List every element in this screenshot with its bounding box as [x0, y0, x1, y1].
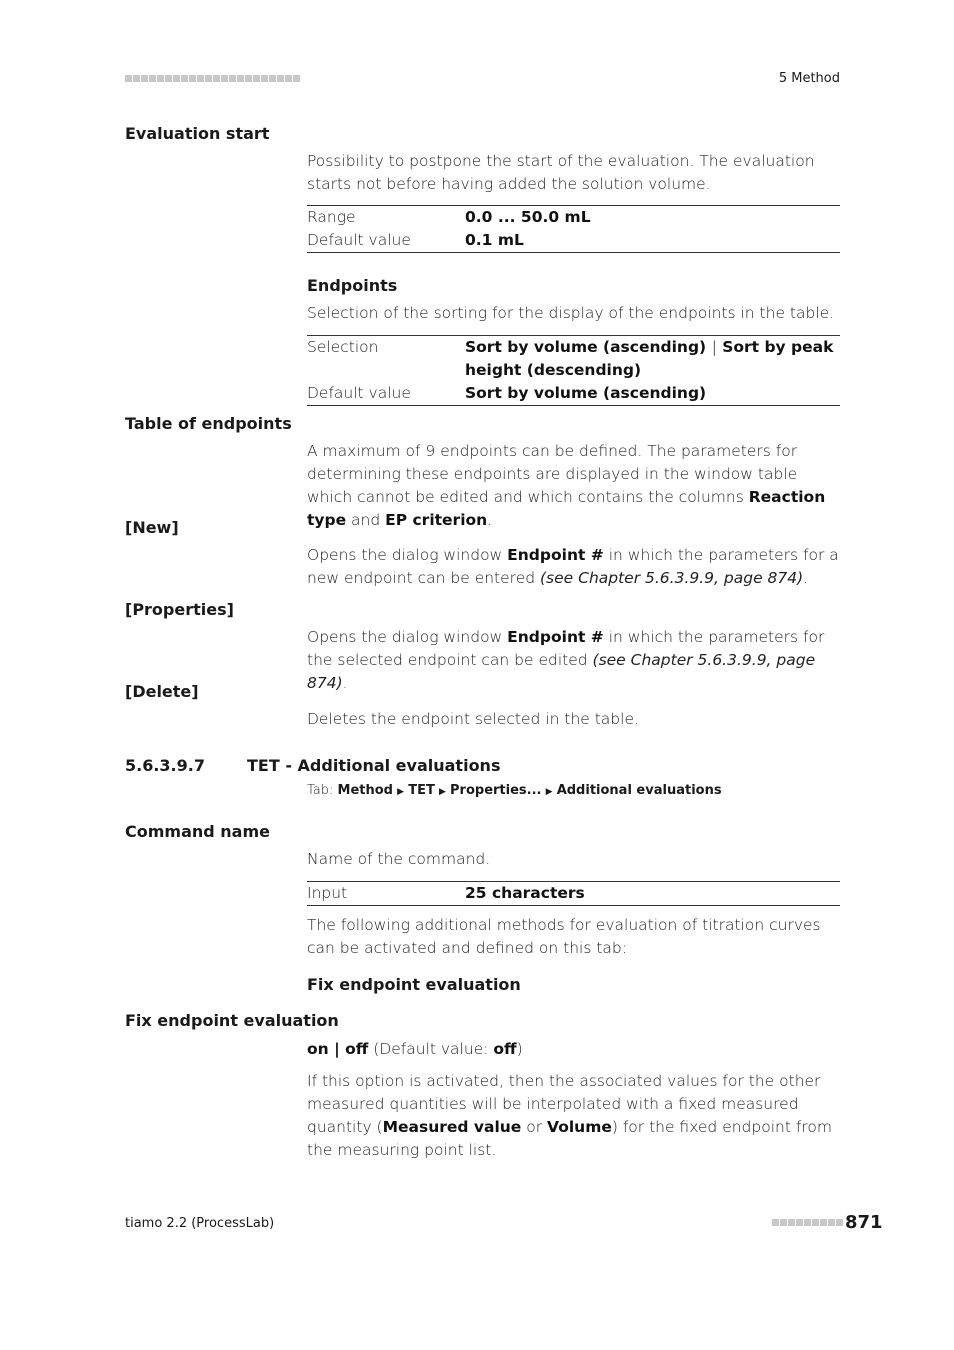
- endpoints-default-row: [307, 382, 840, 405]
- onoff-values: on | off: [307, 1040, 369, 1058]
- command-name-table: [307, 881, 840, 906]
- column-ep-criterion: EP criterion: [385, 511, 488, 529]
- delete-description: Deletes the endpoint selected in the table.: [307, 710, 639, 728]
- toe-and: and: [346, 511, 386, 529]
- properties-text-1: Opens the dialog window: [307, 628, 508, 646]
- command-name-description: Name of the command.: [307, 850, 491, 868]
- heading-properties: [Properties]: [125, 600, 234, 619]
- new-dialog-name: Endpoint #: [507, 546, 604, 564]
- evaluation-start-table: [307, 205, 840, 253]
- page-number: 871: [845, 1212, 883, 1233]
- default-row: [307, 229, 840, 252]
- section-title: TET - Additional evaluations: [247, 756, 501, 775]
- new-chapter-reference[interactable]: (see Chapter 5.6.3.9.9, page 874): [540, 569, 804, 587]
- new-text-1: Opens the dialog window: [307, 546, 508, 564]
- properties-text-2: in which the parameters for the selected endpoint can be edited: [307, 628, 825, 669]
- endpoints-description: Selection of the sorting for the display of the endpoints in the table.: [307, 304, 835, 322]
- default-label: Default value: [307, 231, 411, 249]
- fix-or: or: [521, 1118, 548, 1136]
- heading-table-of-endpoints: Table of endpoints: [125, 414, 292, 433]
- fix-endpoint-description: [307, 1070, 847, 1162]
- volume-term: Volume: [547, 1118, 612, 1136]
- tab-path: [307, 783, 722, 798]
- properties-end: .: [342, 674, 348, 692]
- chapter-header: 5 Method: [778, 71, 840, 86]
- heading-evaluation-start: Evaluation start: [125, 124, 270, 143]
- heading-fix-endpoint-evaluation: Fix endpoint evaluation: [125, 1011, 339, 1030]
- endpoints-default-label: Default value: [307, 384, 411, 402]
- properties-description: [307, 626, 847, 695]
- heading-new: [New]: [125, 518, 179, 537]
- input-row: [307, 882, 840, 905]
- endpoints-table: [307, 335, 840, 406]
- default-open: (Default value:: [368, 1040, 494, 1058]
- new-description: [307, 544, 847, 590]
- fix-text-1: If this option is activated, then the associated values for the other measured quantities will be interpolated with a fixed measured quantity (: [307, 1072, 821, 1136]
- footer-product: tiamo 2.2 (ProcessLab): [125, 1216, 275, 1231]
- default-value: 0.1 mL: [465, 231, 524, 249]
- heading-delete: [Delete]: [125, 682, 199, 701]
- heading-command-name: Command name: [125, 822, 270, 841]
- arrow-right-icon: ▶: [545, 787, 553, 797]
- section-number: 5.6.3.9.7: [125, 756, 205, 775]
- measured-value-term: Measured value: [382, 1118, 522, 1136]
- column-reaction-type: Reaction type: [307, 488, 826, 529]
- input-label: Input: [307, 884, 348, 902]
- default-close: ): [516, 1040, 523, 1058]
- range-label: Range: [307, 208, 356, 226]
- selection-option-2: Sort by peak height (descending): [465, 338, 834, 379]
- range-value: 0.0 ... 50.0 mL: [465, 208, 591, 226]
- fix-endpoint-onoff: [307, 1038, 847, 1061]
- toe-text-1: A maximum of 9 endpoints can be defined. The parameters for determining these endpoints are displayed in the window table which cannot be edited and which contains the columns: [307, 442, 798, 506]
- fix-text-2: ) for the fixed endpoint from the measuring point list.: [307, 1118, 832, 1159]
- input-value: 25 characters: [465, 884, 585, 902]
- endpoints-default-value: Sort by volume (ascending): [465, 384, 707, 402]
- footer-decoration: [772, 1219, 843, 1226]
- selection-row: [307, 336, 840, 382]
- new-end: .: [803, 569, 809, 587]
- tab-path-additional-evaluations: Additional evaluations: [556, 783, 722, 798]
- tab-path-properties: Properties...: [450, 783, 542, 798]
- evaluation-start-description: Possibility to postpone the start of the evaluation. The evaluation starts not before having added the solution volume.: [307, 152, 815, 193]
- tab-prefix: Tab:: [307, 783, 338, 798]
- new-text-2: in which the parameters for a new endpoint can be entered: [307, 546, 839, 587]
- header-decoration: [125, 75, 300, 82]
- table-of-endpoints-description: [307, 440, 847, 532]
- properties-dialog-name: Endpoint #: [507, 628, 604, 646]
- default-off: off: [493, 1040, 517, 1058]
- properties-chapter-reference[interactable]: (see Chapter 5.6.3.9.9, page 874): [307, 651, 816, 692]
- tab-path-method: Method: [337, 783, 393, 798]
- arrow-right-icon: ▶: [397, 787, 405, 797]
- additional-methods-text: The following additional methods for evaluation of titration curves can be activated and defined on this tab:: [307, 916, 821, 957]
- subheading-endpoints: Endpoints: [307, 276, 398, 295]
- arrow-right-icon: ▶: [438, 787, 446, 797]
- toe-end: .: [487, 511, 493, 529]
- selection-separator: |: [711, 338, 717, 356]
- range-row: [307, 206, 840, 229]
- selection-option-1: Sort by volume (ascending): [465, 338, 707, 356]
- selection-label: Selection: [307, 338, 379, 356]
- subheading-fix-endpoint: Fix endpoint evaluation: [307, 975, 521, 994]
- tab-path-tet: TET: [408, 783, 435, 798]
- selection-values: [465, 336, 840, 382]
